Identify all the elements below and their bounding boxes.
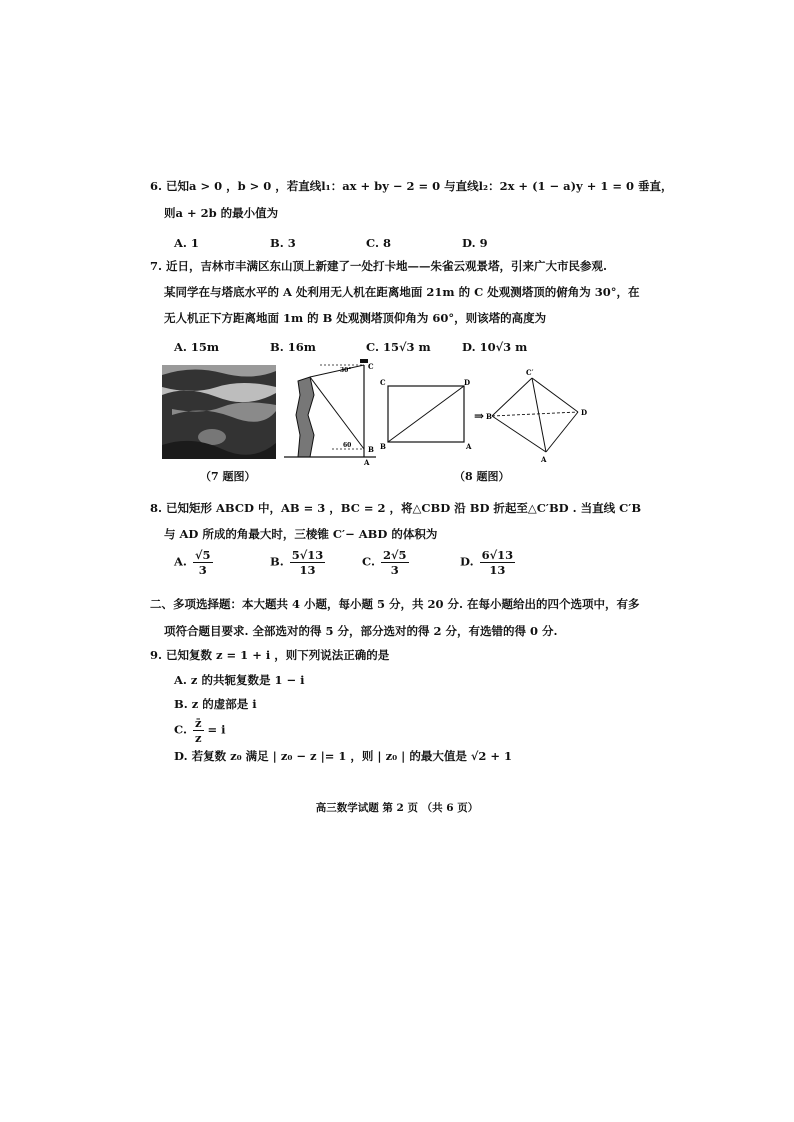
q7-angle-60: 60 xyxy=(343,442,352,449)
tower-photo-image xyxy=(162,365,276,459)
q7-line2: 某同学在与塔底水平的 A 处利用无人机在距离地面 21m 的 C 处观测塔顶的俯角为 30°，在 xyxy=(164,285,640,299)
tower-photo xyxy=(162,365,276,459)
q8-option-c xyxy=(362,548,409,577)
q8-line2: 与 AD 所成的角最大时，三棱锥 C′− ABD 的体积为 xyxy=(164,527,438,541)
q8-tetra-label-cprime: C′ xyxy=(526,368,534,377)
section2-line1: 二、多项选择题：本大题共 4 小题，每小题 5 分，共 20 分. 在每小题给出的四个选项中，有多 xyxy=(150,597,640,611)
section2-line2: 项符合题目要求. 全部选对的得 5 分，部分选对的得 2 分，有选错的得 0 分. xyxy=(164,624,558,638)
fold-arrow-icon: ⇒ xyxy=(474,409,485,423)
q8-option-a xyxy=(174,548,213,577)
q8-option-a-den: 3 xyxy=(198,563,207,577)
q8-tetra-label-b: B xyxy=(486,412,492,421)
q7-option-d: D. 10√3 m xyxy=(462,340,528,354)
q6-option-a: A. 1 xyxy=(174,236,199,250)
q9-option-c-den: z xyxy=(194,731,202,745)
q8-option-c-num: 2√5 xyxy=(382,548,407,562)
q8-option-d-label: D. xyxy=(460,554,474,569)
q7-option-a: A. 15m xyxy=(174,340,220,354)
q8-tetrahedron-diagram xyxy=(474,368,596,466)
q7-line1: 7. 近日，吉林市丰满区东山顶上新建了一处打卡地——朱雀云观景塔，引来广大市民参观. xyxy=(150,259,608,273)
q6-option-b: B. 3 xyxy=(270,236,296,250)
q9-option-b: B. z 的虚部是 i xyxy=(174,697,257,711)
q6-line1: 6. 已知a > 0 ，b > 0 ，若直线l₁：ax + by − 2 = 0 与直线l₂：2x + (1 − a)y + 1 = 0 垂直， xyxy=(150,179,673,193)
q8-option-b xyxy=(270,548,325,577)
q8-option-d xyxy=(460,548,515,577)
q9-option-d: D. 若复数 z₀ 满足 | z₀ − z |= 1 ，则 | z₀ | 的最大值是 √2 + 1 xyxy=(174,749,513,763)
q7-line3: 无人机正下方距离地面 1m 的 B 处观测塔顶仰角为 60°，则该塔的高度为 xyxy=(164,311,547,325)
q8-option-c-den: 3 xyxy=(390,563,399,577)
q9-option-c xyxy=(174,716,226,745)
q7-label-b: B xyxy=(368,445,374,454)
q9-option-c-num: z̄ xyxy=(194,716,202,730)
q8-option-d-num: 6√13 xyxy=(481,548,514,562)
q7-option-c: C. 15√3 m xyxy=(366,340,431,354)
q7-label-a: A xyxy=(364,458,370,467)
q6-option-c: C. 8 xyxy=(366,236,391,250)
q8-tetra-label-a: A xyxy=(541,455,547,464)
q7-option-b: B. 16m xyxy=(270,340,316,354)
q8-tetra-label-d: D xyxy=(581,408,588,417)
q8-option-a-label: A. xyxy=(174,554,187,569)
q7-angle-30: 30° xyxy=(340,367,352,374)
q8-option-b-label: B. xyxy=(270,554,284,569)
q9-option-a: A. z 的共轭复数是 1 − i xyxy=(174,673,305,687)
q8-option-a-num: √5 xyxy=(194,548,211,562)
q6-option-d: D. 9 xyxy=(462,236,488,250)
q6-line2: 则a + 2b 的最小值为 xyxy=(164,206,279,220)
q8-option-c-label: C. xyxy=(362,554,375,569)
q9-option-c-tail: = i xyxy=(207,722,226,737)
q8-line1: 8. 已知矩形 ABCD 中，AB = 3 ，BC = 2 ，将△CBD 沿 BD 折起至△C′BD . 当直线 C′B xyxy=(150,501,642,515)
q8-option-b-num: 5√13 xyxy=(291,548,324,562)
q8-rect-label-c: C xyxy=(380,378,386,387)
fig7-caption: （7 题图） xyxy=(200,470,256,483)
q8-rectangle-diagram xyxy=(378,376,474,452)
q8-option-d-den: 13 xyxy=(489,563,506,577)
q8-rect-label-d: D xyxy=(464,378,471,387)
q7-tower-diagram xyxy=(280,355,380,467)
fig8-caption: （8 题图） xyxy=(454,470,510,483)
q7-label-c: C xyxy=(368,362,374,371)
q8-option-b-den: 13 xyxy=(299,563,316,577)
q8-rect-label-b: B xyxy=(380,442,386,451)
q9-option-c-label: C. xyxy=(174,722,187,737)
q8-rect-label-a: A xyxy=(466,442,472,451)
page-footer: 高三数学试题 第 2 页 （共 6 页） xyxy=(315,802,479,814)
q9-line1: 9. 已知复数 z = 1 + i ，则下列说法正确的是 xyxy=(150,648,390,662)
